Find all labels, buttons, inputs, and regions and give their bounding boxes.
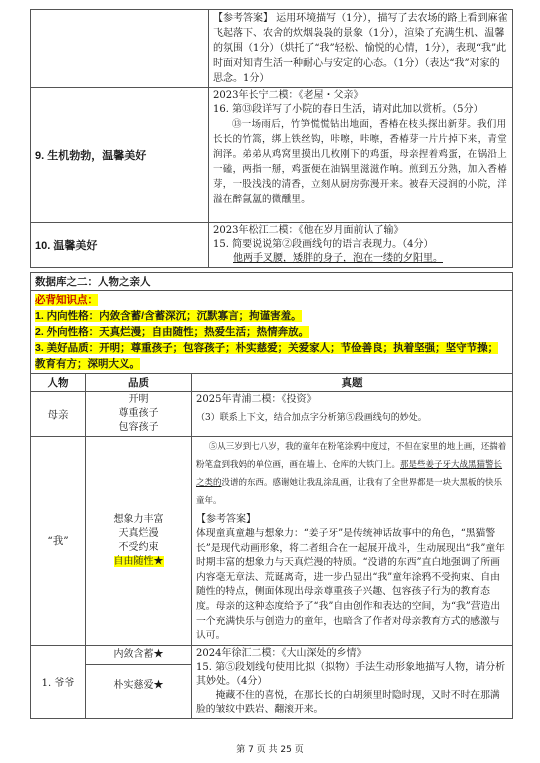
question-line: 15. 第⑤段划线句使用比拟（拟物）手法生动形象地描写人物，请分析其妙处。（4分） xyxy=(196,661,506,687)
table-row xyxy=(31,10,513,88)
must-know-title: 必背知识点： xyxy=(35,294,98,306)
source-line: 2023年长宁二模：《老屋・父亲》 xyxy=(213,90,364,101)
quality: 尊重孩子 xyxy=(118,408,159,419)
underlined-sentence: 他两手叉腰，矮胖的身子，泡在一缕的夕阳里。 xyxy=(233,253,443,264)
table-header-row xyxy=(31,374,513,392)
database-title: 数据库之二：人物之亲人 xyxy=(31,273,513,291)
column-header: 品质 xyxy=(86,374,192,392)
knowledge-point: 2. 外向性格：天真烂漫；自由随性；热爱生活；热情奔放。 xyxy=(35,326,310,338)
knowledge-point: 1. 内向性格：内敛含蓄/含蓄深沉；沉默寡言；拘谨害羞。 xyxy=(35,310,302,322)
row-label: 10. 温馨美好 xyxy=(31,223,209,268)
knowledge-point: 3. 美好品质：开明；尊重孩子；包容孩子；朴实慈爱；关爱家人；节俭善良；执着坚强；坚守节操；教育有方；深明大义。 xyxy=(35,342,499,370)
column-header: 真题 xyxy=(192,374,513,392)
person-name: 1. 爷爷 xyxy=(31,645,86,718)
question-line: 16. 第⑬段详写了小院的春日生活，请对此加以赏析。（5分） xyxy=(213,104,484,115)
table-row xyxy=(31,392,513,437)
quality: 天真烂漫 xyxy=(118,527,159,539)
passage: ⑤从三岁到七八岁，我的童年在粉笔涂鸦中度过，不但在家里的地上画，还揣着粉笔盒到我妈的单位画，画在墙上、仓库的大铁门上。那是些姜子牙大战黑猫警长之类的没谱的东西。感谢她让我乱涂乱画，让我有了全世界都是一块大黑板的快乐童年。 xyxy=(196,442,507,506)
highlight-quality: 自由随性★ xyxy=(113,555,164,567)
table-row xyxy=(31,437,513,646)
table-row xyxy=(31,88,513,223)
must-know-block xyxy=(31,291,513,374)
person-name: “我” xyxy=(31,437,86,646)
question-line: （3）联系上下文，结合加点字分析第⑤段画线句的妙处。 xyxy=(196,413,427,423)
quality: 朴实慈爱★ xyxy=(113,679,164,691)
table-row xyxy=(31,645,513,718)
quality: 包容孩子 xyxy=(118,422,159,433)
quality: 内敛含蓄★ xyxy=(86,646,191,665)
column-header: 人物 xyxy=(31,374,86,392)
question-line: 15. 简要说说第②段画线句的语言表现力。（4分） xyxy=(213,239,434,250)
quality: 想象力丰富 xyxy=(113,513,164,525)
top-table xyxy=(30,9,513,268)
source-line: 2023年松江二模：《他在岁月面前认了输》 xyxy=(213,225,404,236)
person-name: 母亲 xyxy=(31,392,86,437)
answer-cell: 【参考答案】 运用环境描写（1分），描写了去农场的路上看到麻雀飞起落下、农舍的炊烟袅袅的景象（1分），渲染了充满生机、温馨的氛围（1分）（烘托了“我”轻松、愉悦的心情，1分），表现“我”此时面对知青生活一种耐心与安定的心态。（1分）（表达“我”对家的思念。1分） xyxy=(209,10,513,88)
answer-text: 体现童真童趣与想象力：“姜子牙”是传统神话故事中的角色，“黑猫警长”是现代动画形象，将二者组合在一起展开战斗，生动展现出“我”童年时期丰富的想象力与天真烂漫的特质。“没谱的东西”直白地强调了所画内容毫无章法、荒诞离奇，进一步凸显出“我”童年涂鸦不受拘束、自由随性的特点，侧面体现出母亲尊重孩子兴趣、包容孩子行为的教育态度。母亲的这种态度给予了“我”自由创作和表达的空间，为“我”营造出一个充满快乐与创造力的童年，也暗含了作者对母亲教育方式的感激与认可。 xyxy=(196,528,505,642)
answer-label: 【参考答案】 xyxy=(196,514,256,525)
passage: 掩藏不住的喜悦，在那长长的白胡须里时隐时现，又时不时在那满脸的皱纹中跌岩、翻滚开来。 xyxy=(196,689,500,715)
database-table xyxy=(30,272,513,719)
source-line: 2025年青浦二模：《投资》 xyxy=(196,394,317,405)
source-line: 2024年徐汇二模：《大山深处的乡情》 xyxy=(196,647,367,659)
table-row xyxy=(31,223,513,268)
row-label: 9. 生机勃勃，温馨美好 xyxy=(31,88,209,223)
page-footer: 第 7 页 共 25 页 xyxy=(236,745,304,755)
quality: 不受约束 xyxy=(118,541,159,553)
quality: 开明 xyxy=(128,394,149,405)
passage: ⑬一场雨后，竹笋慌慌钻出地面，香椿在枝头探出新芽。我们用长长的竹篙，绑上铁丝钩，咔嚓，咔嚓，香椿芽一片片掉下来，青堂润泽。弟弟从鸡窝里摸出几枚刚下的鸡蛋，母亲捏着鸡蛋，在锅沿上一磕，两指一掰，鸡蛋便在油锅里滋滋作响。煎到五分熟，加入香椿芽，一股浅浅的清香，立刻从厨房弥漫开来。被春天浸润的小院，洋溢在醉氤氲的微醺里。 xyxy=(213,119,508,205)
